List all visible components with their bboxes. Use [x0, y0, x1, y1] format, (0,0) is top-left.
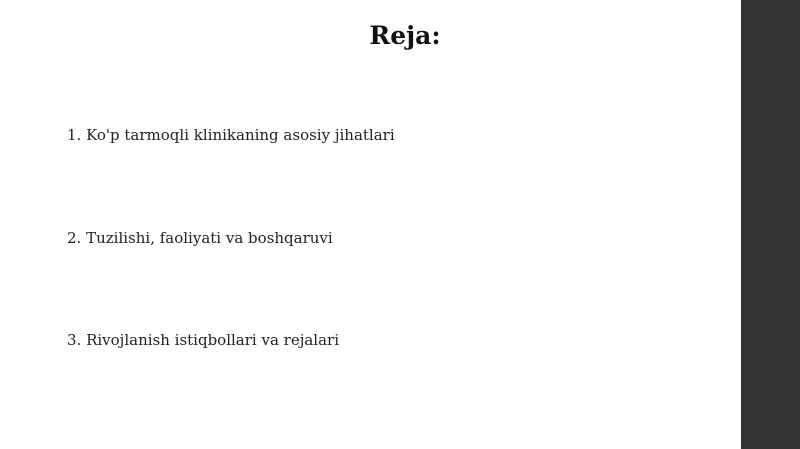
plan-item-2: 2. Tuzilishi, faoliyati va boshqaruvi: [67, 229, 333, 247]
side-panel: [741, 0, 800, 449]
plan-item-1: 1. Ko'p tarmoqli klinikaning asosiy jihatlari: [67, 126, 395, 144]
slide-title: Reja:: [369, 21, 441, 50]
plan-item-3: 3. Rivojlanish istiqbollari va rejalari: [67, 331, 340, 349]
